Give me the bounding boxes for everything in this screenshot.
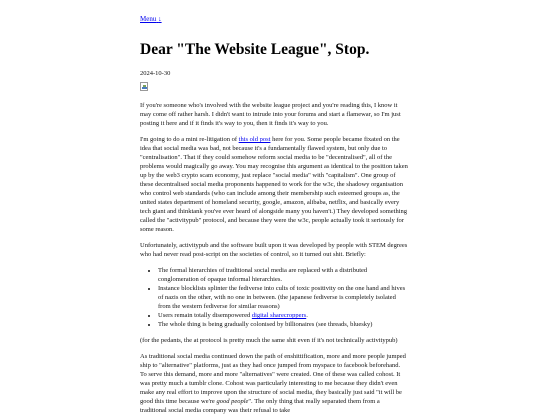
sharecroppers-link[interactable]: digital sharecroppers <box>251 312 307 319</box>
paragraph-activitypub: Unfortunately, activitypub and the software built upon it was developed by people with STEM degrees who had never read post-script on the societies of control, so it turned out shit. Briefly: <box>140 242 408 258</box>
page-content <box>140 0 408 415</box>
paragraph-intro: If you're someone who's involved with the website league project and you're reading this, I know it may come off rather harsh. I didn't want to intrude into your forums and start a flamewar, so I'm just posting it here and if it finds it's way to you, then it finds it's way to you. <box>140 102 401 127</box>
text-fragment: here for you. Some people became fixated on the idea that social media was bad, not because it's a fundamentally flawed system, but only due to "centralisation". That if they could somehow reform social media to be "decentralised", all of the problems would magically go away. You may recognise this argument as identical to the position taken up by the web3 crypto scam economy, just replace "social media" with "capitalism". One group of these decentralised social media proponents happened to work for the w3c, the shadowy organisation who control web standards (who can include among their membership such esteemed groups as, the united states department of homeland security, google, amazon, alibaba, netflix, and basically every tech giant and thinktank you've ever heard of alongside many you haven't.) They developed something called the "activitypub" protocol, and because they were the w3c, people actually took it seriously for some reason. <box>140 136 408 233</box>
menu-label: Menu <box>140 15 157 23</box>
text-fragment: I'm going to do a mini re-litigation of <box>140 136 239 143</box>
page-title: Dear "The Website League", Stop. <box>140 41 370 58</box>
old-post-link[interactable]: this old post <box>238 136 271 143</box>
broken-image-icon <box>140 82 148 91</box>
list-item: • The whole thing is being gradually colonised by billionaires (see threads, bluesky) <box>158 320 408 329</box>
list-item <box>158 311 408 320</box>
text-fragment: ". The only thing that really separated them from a traditional social media company was their refusal to take <box>140 398 380 414</box>
text-fragment: . <box>306 312 308 319</box>
down-arrow-icon: ↓ <box>158 15 162 23</box>
emphasis: good people <box>216 398 249 405</box>
problems-list <box>140 266 408 329</box>
paragraph-relitigation <box>140 135 408 234</box>
text-fragment: Users remain totally disempowered <box>158 312 252 319</box>
paragraph-cohost <box>140 352 408 415</box>
menu-link[interactable] <box>140 15 162 24</box>
post-date: 2024-10-30 <box>140 70 171 77</box>
paragraph-pedants: (for the pedants, the at protocol is pretty much the same shit even if it's not technically activitypub) <box>140 337 398 344</box>
text-fragment: As traditional social media continued down the path of enshittification, more and more people jumped ship to "alternative" platforms, just as they had once jumped from myspace to facebook beforehand. To serve this demand, more and more "alternatives" were created. One of these was called cohost. It was pretty much a tumblr clone. Cohost was particularly interesting to me because they didn't even make any real effort to improve upon the structure of social media, they basically just said "it will be good this time because we're <box>140 353 406 405</box>
list-item: • Instance blocklists splinter the fediverse into cults of toxic positivity on the one hand and hives of nazis on the other, with no one in between. (the japanese fediverse is completely isolated from the western fediverse for similar reasons) <box>158 284 408 311</box>
list-item: • The formal hierarchies of traditional social media are replaced with a distributed conglomeration of opaque informal hierarchies. <box>158 266 408 284</box>
